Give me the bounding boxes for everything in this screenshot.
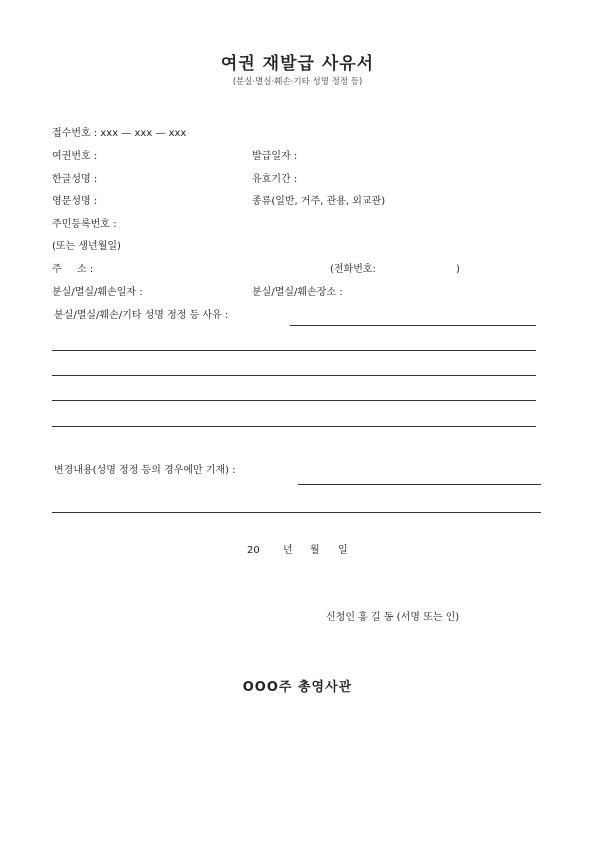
loss-date-label: 분실/멸실/훼손일자 : (52, 287, 143, 298)
expiry-label: 유효기간 : (252, 174, 298, 185)
reason-line-1[interactable] (52, 350, 536, 351)
passport-type-label: 종류(일반, 거주, 관용, 외교관) (252, 196, 386, 207)
reason-line-4[interactable] (52, 426, 536, 427)
reason-line-3[interactable] (52, 400, 536, 401)
reason-underline[interactable] (290, 325, 536, 326)
issue-date-label: 발급일자 : (252, 151, 298, 162)
reason-label: 분실/멸실/훼손/기타 성명 정정 등 사유 : (54, 310, 229, 321)
receipt-number: 접수번호 : xxx — xxx — xxx (52, 128, 187, 139)
document-title: 여권 재발급 사유서 (220, 54, 375, 74)
change-underline[interactable] (298, 484, 541, 485)
applicant-signature: 신청인 홍 길 동 (서명 또는 인) (326, 612, 460, 623)
resident-number-label: 주민등록번호 : (52, 219, 117, 230)
date-year: 20 (247, 545, 260, 556)
change-line-1[interactable] (52, 512, 541, 513)
consulate-name: OOO주 총영사관 (242, 680, 353, 695)
reason-line-2[interactable] (52, 375, 536, 376)
document-subtitle: (분실·멸실·훼손·기타 성명 정정 등) (232, 77, 363, 87)
address-label-1: 주 (52, 264, 62, 275)
date-month-label: 월 (310, 545, 320, 556)
date-day-label: 일 (338, 545, 348, 556)
passport-number-label: 여권번호 : (52, 151, 98, 162)
english-name-label: 영문성명 : (52, 196, 98, 207)
change-label: 변경내용(성명 정정 등의 경우에만 기재) : (54, 465, 236, 476)
phone-close: ) (456, 264, 460, 275)
date-year-label: 년 (283, 545, 293, 556)
phone-label: (전화번호: (330, 264, 376, 275)
birth-date-label: (또는 생년월일) (52, 241, 121, 252)
address-label-2: 소 : (77, 264, 94, 275)
loss-place-label: 분실/멸실/훼손장소 : (252, 287, 343, 298)
korean-name-label: 한글성명 : (52, 174, 98, 185)
